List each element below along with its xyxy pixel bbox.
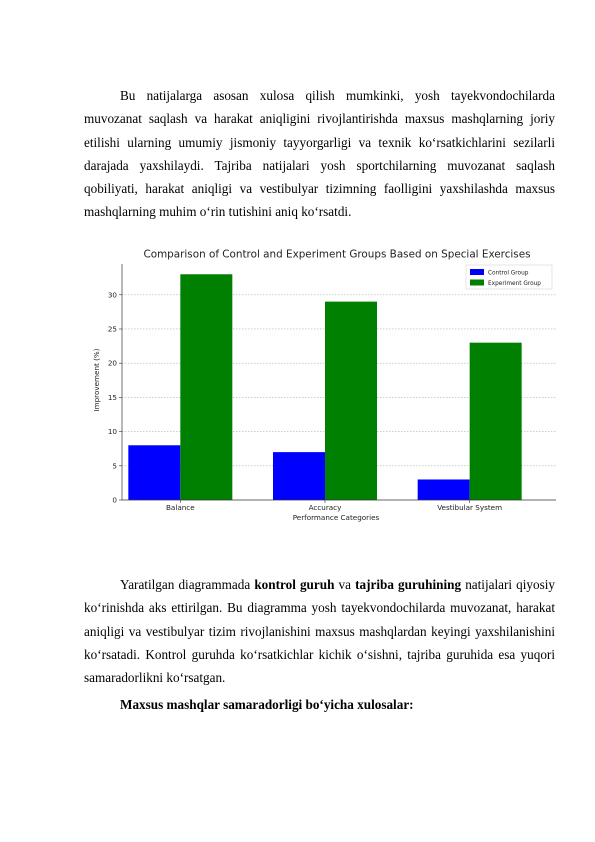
section-heading: Maxsus mashqlar samaradorligi bo‘yicha xulosalar:	[120, 697, 414, 712]
paragraph-conclusion: Bu natijalarga asosan xulosa qilish mumkinki, yosh tayekvondochilarda muvozanat saqlash va harakat aniqligini rivojlantirishda maxsus mashqlarning joriy etilishi ularning umumiy jismoniy tayyorgarligi va texnik ko‘rsatkichlarini sezilarli darajada yaxshilaydi. Tajriba natijalari yosh sportchilarning muvozanat saqlash qobiliyati, harakat aniqligi va vestibulyar tizimning faolligini yaxshilashda maxsus mashqlarning muhim o‘rin tutishini aniq ko‘rsatdi.	[84, 88, 555, 220]
legend-swatch	[470, 280, 484, 286]
y-tick-label: 10	[107, 427, 117, 437]
legend-label: Experiment Group	[488, 281, 541, 287]
y-tick-label: 15	[107, 392, 117, 402]
p2-text-3: natijalari qiyosiy ko‘rinishda aks ettirilgan. Bu diagramma yosh tayekvondochilarda muvozanat, harakat aniqligi va vestibulyar tizim rivojlanishini maxsus mashqlardan keyingi yaxshilanishini ko‘rsatadi. Kontrol guruhda ko‘rsatkichlar kichik o‘sishni, tajriba guruhida esa yuqori samaradorlikni ko‘rsatgan.	[84, 577, 555, 686]
y-tick-label: 5	[112, 461, 117, 471]
bar-control	[128, 445, 180, 500]
p2-text-2: va	[334, 577, 356, 592]
chart-svg	[84, 240, 560, 530]
p2-text-1: Yaratilgan diagrammada	[120, 577, 255, 592]
chart-legend	[466, 265, 552, 289]
p2-bold-experiment-group: tajriba guruhining	[355, 577, 462, 592]
bar-control	[273, 452, 325, 500]
legend-swatch	[470, 269, 484, 275]
x-tick-label: Balance	[165, 503, 195, 512]
y-tick-label: 25	[107, 324, 117, 334]
x-tick-label: Vestibular System	[437, 503, 503, 512]
chart-title: Comparison of Control and Experiment Groups Based on Special Exercises	[143, 248, 531, 261]
y-tick-label: 0	[112, 495, 117, 505]
bar-experiment	[180, 274, 232, 500]
bar-chart	[84, 240, 560, 530]
p2-bold-control-group: kontrol guruh	[254, 577, 335, 592]
y-axis-label: Improvement (%)	[92, 348, 101, 412]
bar-experiment	[470, 343, 522, 500]
y-tick-label: 20	[107, 358, 117, 368]
y-tick-label: 30	[107, 290, 117, 300]
x-axis-label: Performance Categories	[292, 513, 380, 522]
bar-experiment	[325, 302, 377, 500]
legend-label: Control Group	[488, 270, 529, 277]
paragraph-diagram-description	[84, 573, 555, 689]
x-tick-label: Accuracy	[308, 503, 342, 512]
bar-control	[418, 479, 470, 500]
